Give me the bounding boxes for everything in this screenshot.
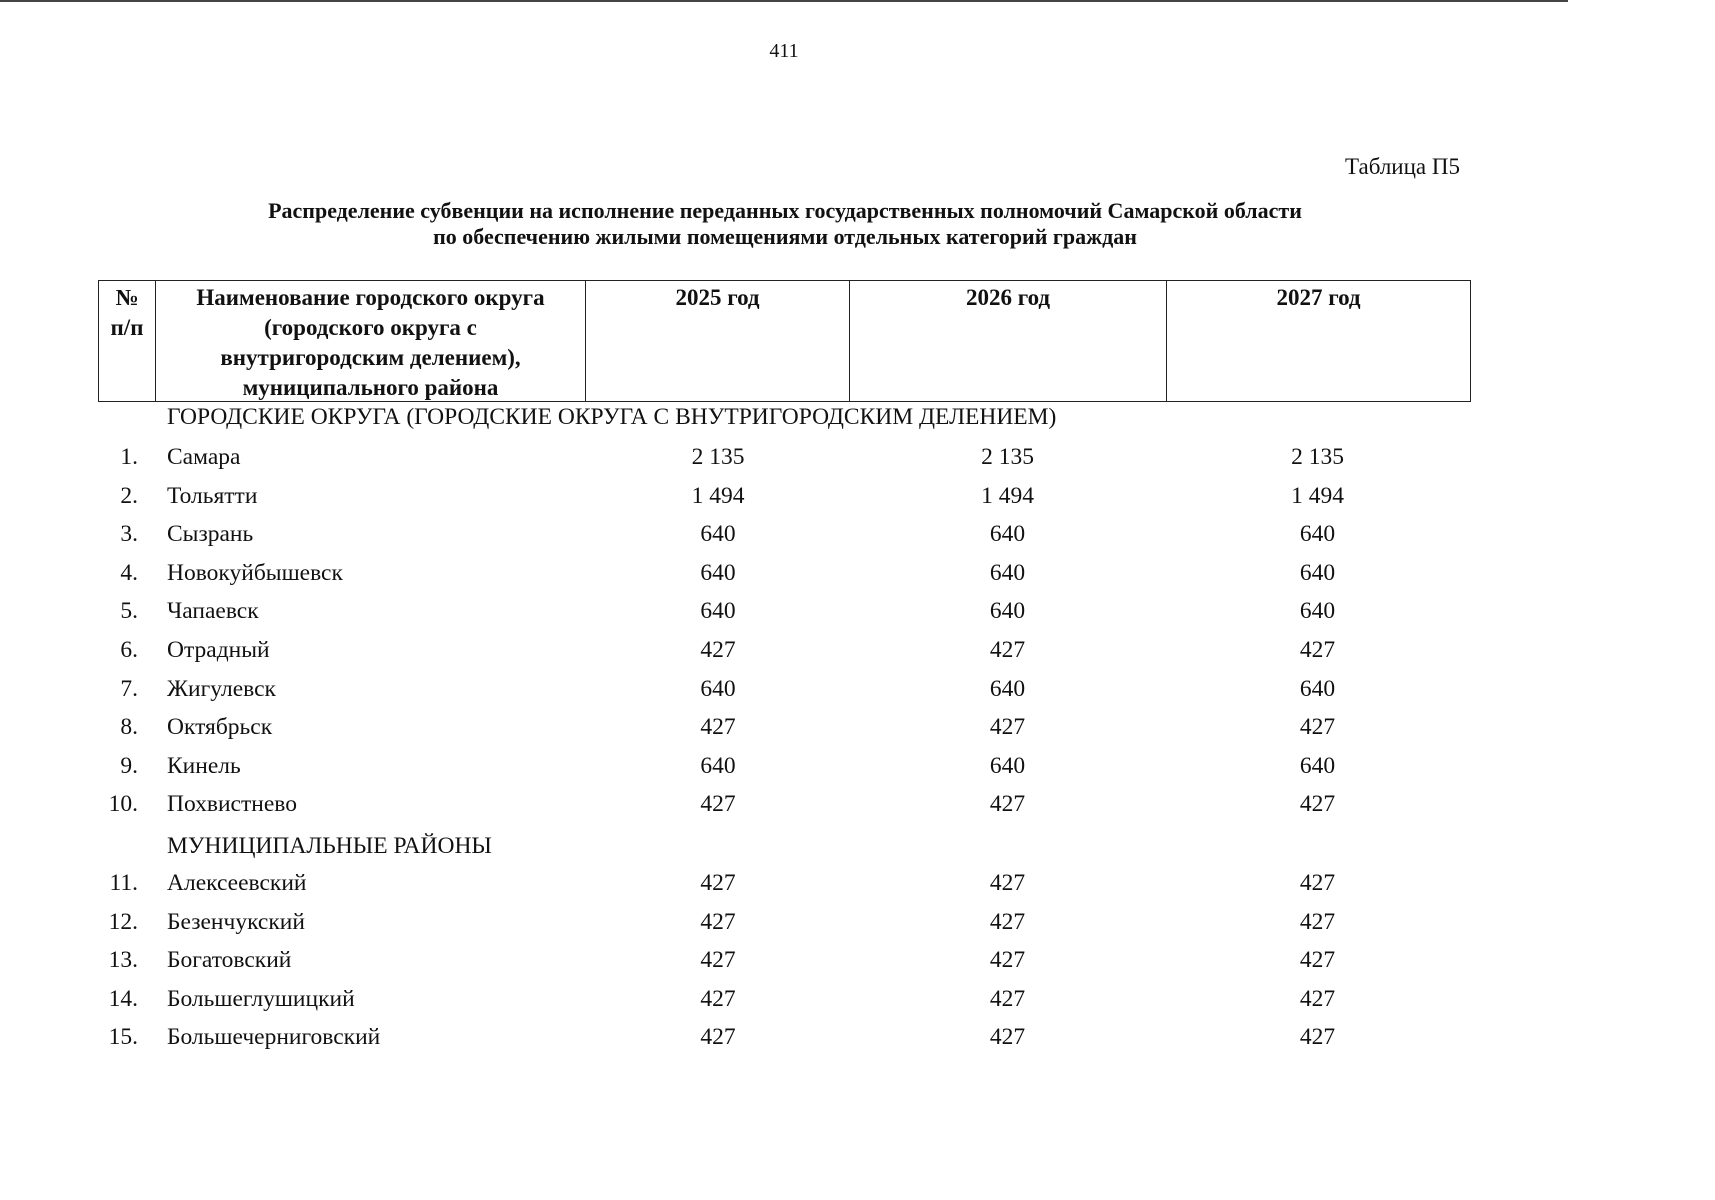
value-2026: 427: [989, 985, 1026, 1012]
value-2025: 427: [700, 1024, 736, 1051]
value-2027: 427: [1299, 985, 1336, 1012]
section-heading-row: [0, 819, 1568, 859]
table-row: [0, 433, 1568, 472]
value-2026: 427: [989, 636, 1026, 663]
municipality-name: Похвистнево: [167, 791, 297, 818]
value-2027: 427: [1299, 869, 1336, 896]
value-2025: 427: [700, 947, 736, 974]
row-number: 2.: [120, 482, 138, 509]
value-2025: 427: [700, 985, 736, 1012]
header-name-line-4: муниципального района: [242, 375, 499, 400]
section-heading: МУНИЦИПАЛЬНЫЕ РАЙОНЫ: [167, 832, 492, 859]
value-2025: 640: [700, 752, 736, 779]
value-2027: 1 494: [1291, 482, 1344, 509]
document-title: [150, 198, 1420, 250]
municipality-name: Богатовский: [167, 947, 292, 974]
value-2025: 427: [700, 908, 736, 935]
value-2025: 640: [700, 675, 736, 702]
value-2025: 427: [700, 636, 736, 663]
value-2026: 427: [989, 714, 1026, 741]
document-title-line-1: Распределение субвенции на исполнение переданных государственных полномочий Самарской области: [268, 198, 1302, 223]
row-number: 5.: [120, 598, 138, 625]
section-heading-row: [0, 403, 1568, 433]
municipality-name: Сызрань: [167, 521, 254, 548]
header-name-line-1: Наименование городского округа: [196, 285, 545, 310]
value-2026: 640: [989, 521, 1026, 548]
municipality-name: Безенчукский: [167, 908, 305, 935]
value-2027: 427: [1299, 636, 1336, 663]
table-row: [0, 510, 1568, 549]
header-name-line-3: внутригородским делением),: [220, 345, 521, 370]
value-2026: 427: [989, 791, 1026, 818]
table-row: [0, 549, 1568, 588]
municipality-name: Кинель: [167, 752, 241, 779]
value-2025: 427: [700, 869, 736, 896]
value-2025: 2 135: [691, 444, 745, 470]
value-2027: 640: [1299, 559, 1336, 586]
value-2026: 1 494: [981, 482, 1034, 509]
table-row: [0, 975, 1568, 1014]
row-number: 12.: [108, 908, 138, 935]
value-2026: 2 135: [981, 444, 1034, 470]
header-number-line-1: №: [115, 285, 139, 310]
value-2026: 427: [989, 1024, 1026, 1051]
row-number: 14.: [108, 985, 138, 1012]
value-2027: 427: [1299, 1024, 1336, 1051]
table-row: [0, 587, 1568, 626]
value-2027: 427: [1299, 947, 1336, 974]
value-2026: 640: [989, 559, 1026, 586]
value-2026: 640: [989, 752, 1026, 779]
header-name-line-2: (городского округа с: [264, 315, 477, 340]
value-2027: 640: [1299, 521, 1336, 548]
value-2027: 427: [1299, 791, 1336, 818]
value-2027: 640: [1299, 752, 1336, 779]
header-number-line-2: п/п: [110, 315, 144, 340]
table-row: [0, 665, 1568, 704]
municipality-name: Большечерниговский: [167, 1024, 381, 1051]
row-number: 15.: [108, 1024, 138, 1051]
value-2026: 427: [989, 869, 1026, 896]
table-row: [0, 472, 1568, 511]
row-number: 13.: [108, 947, 138, 974]
table-row: [0, 936, 1568, 975]
header-year-2027: 2027 год: [1276, 285, 1361, 310]
value-2027: 640: [1299, 675, 1336, 702]
table-row: [0, 742, 1568, 781]
value-2025: 427: [700, 714, 736, 741]
value-2025: 427: [700, 791, 736, 818]
table-row: [0, 703, 1568, 742]
municipality-name: Октябрьск: [167, 714, 273, 741]
value-2027: 427: [1299, 908, 1336, 935]
value-2025: 640: [700, 598, 736, 625]
municipality-name: Отрадный: [167, 636, 270, 663]
value-2026: 427: [989, 908, 1026, 935]
header-number-column: [99, 281, 156, 401]
value-2027: 427: [1299, 714, 1336, 741]
value-2027: 2 135: [1291, 444, 1344, 470]
header-name-column: [156, 281, 586, 401]
table-row: [0, 859, 1568, 898]
header-year-2025: 2025 год: [586, 281, 850, 401]
table-body: [0, 403, 1568, 1052]
value-2025: 640: [700, 559, 736, 586]
row-number: 1.: [120, 444, 138, 470]
table-row: [0, 626, 1568, 665]
municipality-name: Жигулевск: [167, 675, 276, 702]
row-number: 11.: [109, 869, 138, 896]
table-label: Таблица П5: [1345, 154, 1460, 179]
section-heading: ГОРОДСКИЕ ОКРУГА (ГОРОДСКИЕ ОКРУГА С ВНУТРИГОРОДСКИМ ДЕЛЕНИЕМ): [167, 404, 1057, 430]
row-number: 10.: [108, 791, 138, 818]
value-2027: 640: [1299, 598, 1336, 625]
row-number: 4.: [120, 559, 138, 586]
row-number: 8.: [120, 714, 138, 741]
row-number: 3.: [120, 521, 138, 548]
document-title-line-2: по обеспечению жилыми помещениями отдельных категорий граждан: [433, 224, 1137, 249]
table-row: [0, 780, 1568, 819]
row-number: 6.: [120, 636, 138, 663]
page-number: 411: [769, 40, 799, 62]
row-number: 9.: [120, 752, 138, 779]
value-2026: 640: [989, 598, 1026, 625]
header-year-2026: 2026 год: [850, 281, 1167, 401]
municipality-name: Тольятти: [167, 482, 258, 509]
value-2026: 640: [989, 675, 1026, 702]
table-header: [98, 280, 1471, 402]
municipality-name: Новокуйбышевск: [167, 559, 343, 586]
value-2025: 640: [700, 521, 736, 548]
value-2026: 427: [989, 947, 1026, 974]
municipality-name: Алексеевский: [167, 869, 307, 896]
value-2025: 1 494: [691, 482, 745, 509]
municipality-name: Большеглушицкий: [167, 985, 355, 1012]
municipality-name: Чапаевск: [167, 598, 259, 625]
municipality-name: Самара: [167, 444, 241, 470]
top-rule: [0, 0, 1568, 2]
table-row: [0, 898, 1568, 937]
table-row: [0, 1013, 1568, 1052]
row-number: 7.: [120, 675, 138, 702]
